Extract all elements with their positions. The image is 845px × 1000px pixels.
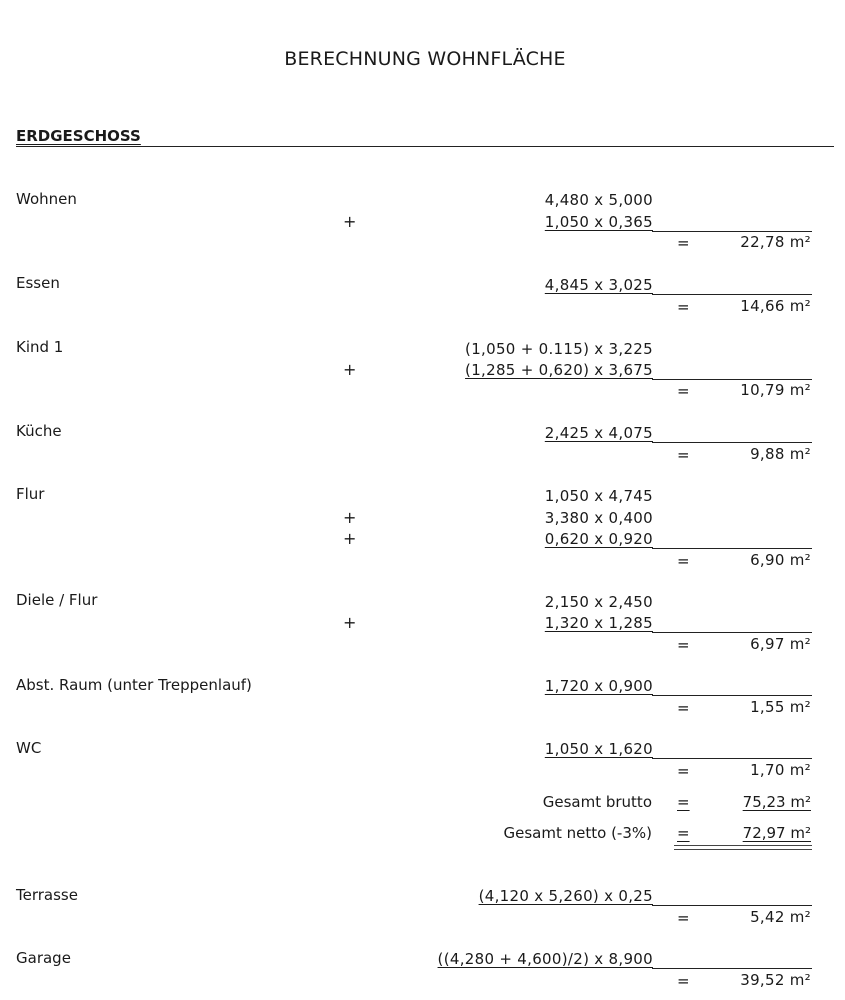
room-label-diele: Diele / Flur bbox=[16, 591, 98, 609]
calc-line: 4,480 x 5,000 bbox=[544, 191, 653, 209]
sum-rule bbox=[652, 548, 812, 549]
sum-rule bbox=[652, 968, 812, 969]
equals-sign: = bbox=[677, 824, 690, 842]
total-brutto-value: 75,23 m² bbox=[742, 793, 811, 811]
room-result-essen: 14,66 m² bbox=[740, 297, 811, 315]
calc-line: 1,050 x 1,620 bbox=[544, 740, 653, 758]
room-label-kind1: Kind 1 bbox=[16, 338, 64, 356]
sum-rule bbox=[652, 379, 812, 380]
calc-line: 2,425 x 4,075 bbox=[544, 424, 653, 442]
extra-label-garage: Garage bbox=[16, 949, 71, 967]
calc-line: 4,845 x 3,025 bbox=[544, 276, 653, 294]
calc-line: 0,620 x 0,920 bbox=[544, 530, 653, 548]
equals-sign: = bbox=[677, 636, 690, 654]
equals-sign: = bbox=[677, 382, 690, 400]
sum-rule bbox=[652, 695, 812, 696]
equals-sign: = bbox=[677, 972, 690, 990]
total-brutto-label: Gesamt brutto bbox=[542, 793, 652, 811]
room-label-essen: Essen bbox=[16, 274, 60, 292]
sum-rule bbox=[652, 294, 812, 295]
double-underline bbox=[674, 845, 812, 850]
calc-line: ((4,280 + 4,600)/2) x 8,900 bbox=[437, 950, 653, 968]
plus-sign: + bbox=[343, 360, 357, 379]
room-result-wohnen: 22,78 m² bbox=[740, 233, 811, 251]
plus-sign: + bbox=[343, 613, 357, 632]
room-label-kueche: Küche bbox=[16, 422, 62, 440]
sum-rule bbox=[652, 231, 812, 232]
room-label-wc: WC bbox=[16, 739, 42, 757]
extra-result-garage: 39,52 m² bbox=[740, 971, 811, 989]
room-result-kueche: 9,88 m² bbox=[750, 445, 811, 463]
calc-line: 2,150 x 2,450 bbox=[544, 593, 653, 611]
equals-sign: = bbox=[677, 909, 690, 927]
room-label-wohnen: Wohnen bbox=[16, 190, 77, 208]
room-result-abstellraum: 1,55 m² bbox=[750, 698, 811, 716]
room-result-kind1: 10,79 m² bbox=[740, 381, 811, 399]
equals-sign: = bbox=[677, 793, 690, 811]
equals-sign: = bbox=[677, 552, 690, 570]
calc-line: 1,720 x 0,900 bbox=[544, 677, 653, 695]
sum-rule bbox=[652, 905, 812, 906]
room-result-flur: 6,90 m² bbox=[750, 551, 811, 569]
section-heading: ERDGESCHOSS bbox=[16, 127, 141, 145]
sum-rule bbox=[652, 442, 812, 443]
total-netto-label: Gesamt netto (-3%) bbox=[503, 824, 652, 842]
calc-line: (1,050 + 0.115) x 3,225 bbox=[465, 340, 653, 358]
sum-rule bbox=[652, 632, 812, 633]
equals-sign: = bbox=[677, 446, 690, 464]
equals-sign: = bbox=[677, 234, 690, 252]
calc-line: 1,050 x 0,365 bbox=[544, 213, 653, 231]
room-label-flur: Flur bbox=[16, 485, 45, 503]
section-divider bbox=[16, 146, 834, 147]
calc-line: 1,050 x 4,745 bbox=[544, 487, 653, 505]
calc-line: 1,320 x 1,285 bbox=[544, 614, 653, 632]
equals-sign: = bbox=[677, 699, 690, 717]
extra-label-terrasse: Terrasse bbox=[16, 886, 78, 904]
calc-line: (1,285 + 0,620) x 3,675 bbox=[465, 361, 653, 379]
room-result-diele: 6,97 m² bbox=[750, 635, 811, 653]
page-title: BERECHNUNG WOHNFLÄCHE bbox=[284, 48, 566, 70]
extra-result-terrasse: 5,42 m² bbox=[750, 908, 811, 926]
room-label-abstellraum: Abst. Raum (unter Treppenlauf) bbox=[16, 676, 252, 694]
plus-sign: + bbox=[343, 529, 357, 548]
room-result-wc: 1,70 m² bbox=[750, 761, 811, 779]
plus-sign: + bbox=[343, 508, 357, 527]
plus-sign: + bbox=[343, 212, 357, 231]
sum-rule bbox=[652, 758, 812, 759]
equals-sign: = bbox=[677, 762, 690, 780]
equals-sign: = bbox=[677, 298, 690, 316]
calc-line: (4,120 x 5,260) x 0,25 bbox=[478, 887, 653, 905]
calc-line: 3,380 x 0,400 bbox=[544, 509, 653, 527]
total-netto-value: 72,97 m² bbox=[742, 824, 811, 842]
